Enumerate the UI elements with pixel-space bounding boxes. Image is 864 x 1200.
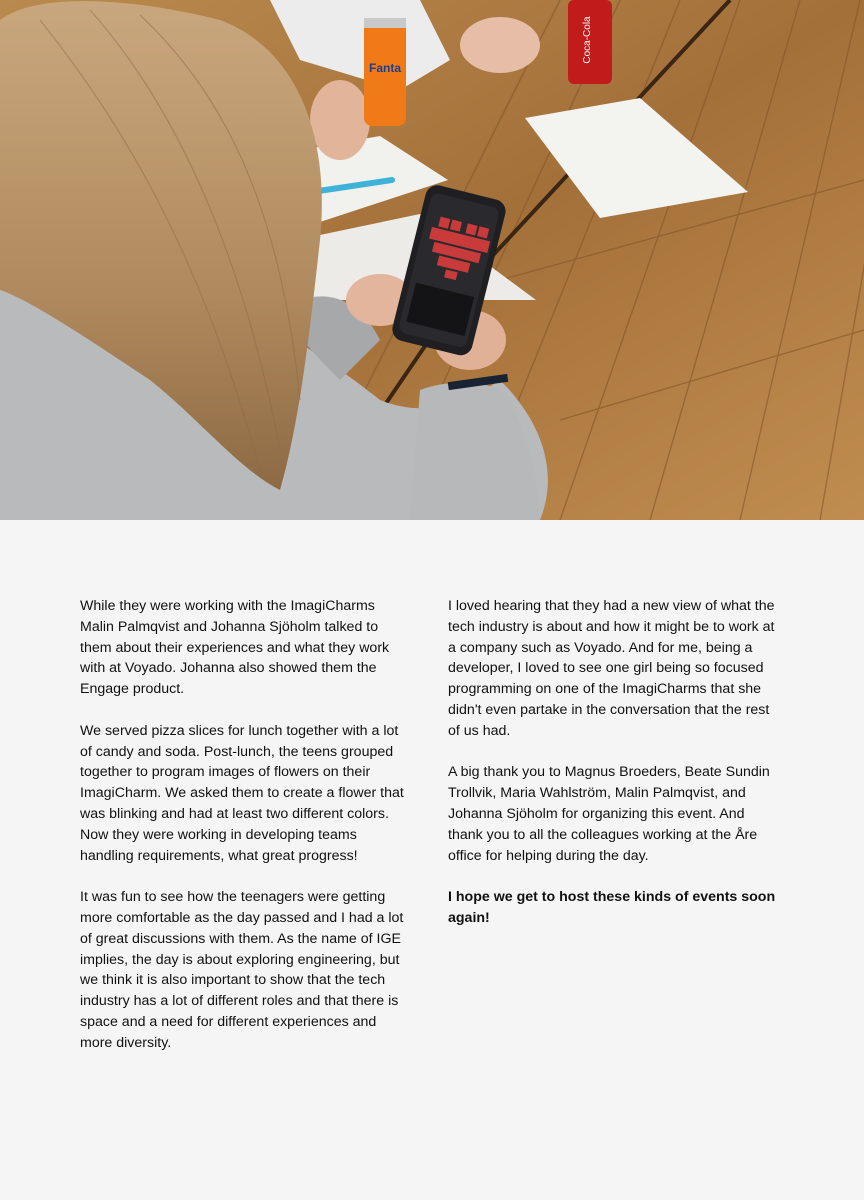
article-body — [80, 596, 780, 1074]
photo-illustration — [0, 0, 864, 520]
closing-statement: I hope we get to host these kinds of events soon again! — [448, 889, 776, 926]
article-left-column — [80, 596, 412, 1074]
paragraph: While they were working with the ImagiCharms Malin Palmqvist and Johanna Sjöholm talked to them about their experiences and what they work with at Voyado. Johanna also showed them the Engage product. — [80, 598, 390, 698]
paragraph: We served pizza slices for lunch together with a lot of candy and soda. Post-lunch, the teens grouped together to program images of flowers on their ImagiCharm. We asked them to create a flower that was blinking and had at least two different colors. Now they were working in developing teams handling requirements, what great progress! — [80, 722, 404, 864]
hero-photo — [0, 0, 864, 520]
paragraph: A big thank you to Magnus Broeders, Beate Sundin Trollvik, Maria Wahlström, Malin Palmqvist, and Johanna Sjöholm for organizing this event. And thank you to all the colleagues working at the Åre office for helping during the day. — [448, 764, 770, 864]
paragraph: It was fun to see how the teenagers were getting more comfortable as the day passed and I had a lot of great discussions with them. As the name of IGE implies, the day is about exploring engineering, but we think it is also important to show that the tech industry has a lot of different roles and that there is space and a need for different experiences and more diversity. — [80, 889, 404, 1051]
paragraph: I loved hearing that they had a new view of what the tech industry is about and how it might be to work at a company such as Voyado. And for me, being a developer, I loved to see one girl being so focused programming on one of the ImagiCharms that she didn't even partake in the conversation that the rest of us had. — [448, 598, 775, 739]
article-right-column — [448, 596, 780, 1074]
can-label-cola: Coca-Cola — [582, 16, 593, 64]
can-label-fanta: Fanta — [368, 61, 402, 75]
